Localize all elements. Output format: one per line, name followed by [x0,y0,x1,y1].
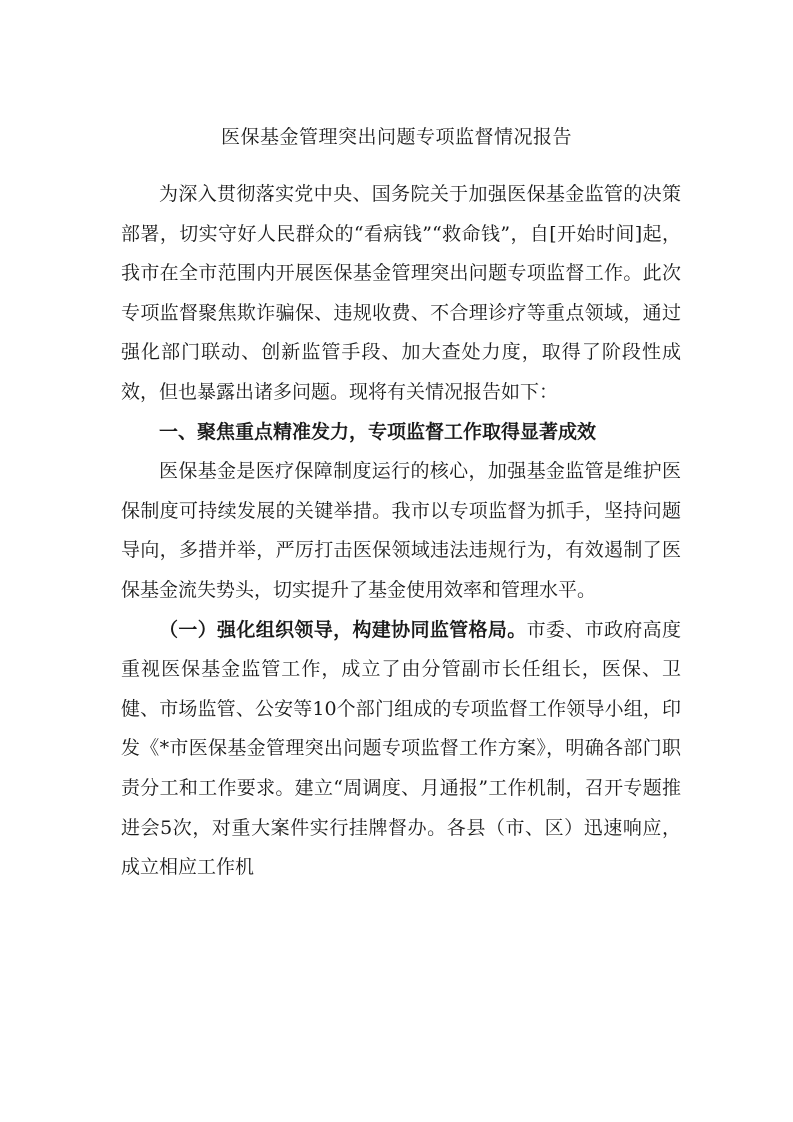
document-title: 医保基金管理突出问题专项监督情况报告 [220,126,572,148]
subsection-heading-1: （一）强化组织领导，构建协同监管格局。 [159,618,527,641]
section-heading-1: 一、聚焦重点精准发力，专项监督工作取得显著成效 [159,420,597,443]
subsection-1-text: 市委、市政府高度重视医保基金监管工作，成立了由分管副市长任组长，医保、卫健、市场监管、公安等10个部门组成的专项监督工作领导小组，印发《*市医保基金管理突出问题专项监督工作方案》，明确各部门职责分工和工作要求。建立“周调度、月通报”工作机制，召开专题推进会5次，对重大案件实行挂牌督办。各县（市、区）迅速响应，成立相应工作机 [121,618,681,879]
subsection-1-paragraph [121,611,681,888]
document-body [121,175,681,888]
section-1-paragraph: 医保基金是医疗保障制度运行的核心，加强基金监管是维护医保制度可持续发展的关键举措。我市以专项监督为抓手，坚持问题导向，多措并举，严厉打击医保领域违法违规行为，有效遏制了医保基金流失势头，切实提升了基金使用效率和管理水平。 [121,460,681,601]
intro-paragraph: 为深入贯彻落实党中央、国务院关于加强医保基金监管的决策部署，切实守好人民群众的“看病钱”“救命钱”，自[开始时间]起，我市在全市范围内开展医保基金管理突出问题专项监督工作。此次专项监督聚焦欺诈骗保、违规收费、不合理诊疗等重点领域，通过强化部门联动、创新监管手段、加大查处力度，取得了阶段性成效，但也暴露出诸多问题。现将有关情况报告如下： [121,183,681,403]
